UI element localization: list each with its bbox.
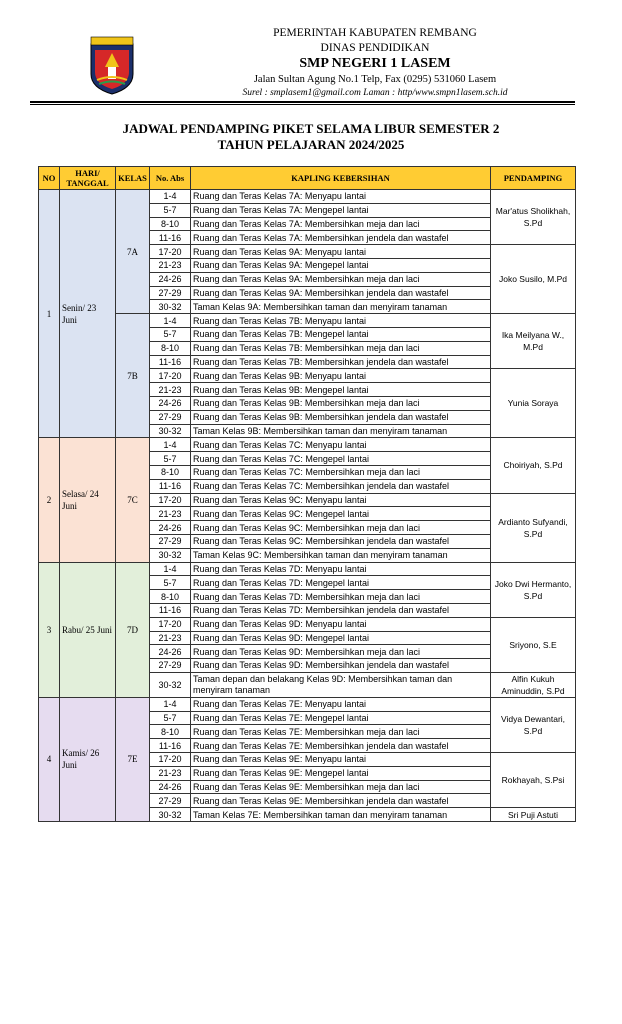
kapling-cell: Taman Kelas 9A: Membersihkan taman dan menyiram tanaman (191, 300, 491, 314)
no-abs-cell: 21-23 (150, 258, 191, 272)
schedule-table (38, 166, 576, 822)
pendamping-cell: Joko Susilo, M.Pd (491, 245, 576, 314)
kapling-cell: Ruang dan Teras Kelas 7C: Menyapu lantai (191, 438, 491, 452)
kapling-cell: Ruang dan Teras Kelas 9B: Mengepel lantai (191, 383, 491, 397)
kapling-cell: Ruang dan Teras Kelas 9D: Menyapu lantai (191, 617, 491, 631)
no-abs-cell: 21-23 (150, 507, 191, 521)
kelas-cell: 7D (116, 562, 150, 697)
no-abs-cell: 17-20 (150, 369, 191, 383)
kapling-cell: Ruang dan Teras Kelas 9E: Membersihkan meja dan laci (191, 780, 491, 794)
kapling-cell: Taman Kelas 7E: Membersihkan taman dan menyiram tanaman (191, 808, 491, 822)
table-row (39, 314, 576, 328)
kapling-cell: Ruang dan Teras Kelas 9C: Membersihkan meja dan laci (191, 521, 491, 535)
kapling-cell: Ruang dan Teras Kelas 9E: Mengepel lantai (191, 766, 491, 780)
no-abs-cell: 21-23 (150, 631, 191, 645)
kabupaten-rembang-logo (87, 34, 137, 96)
pendamping-cell: Choiriyah, S.Pd (491, 438, 576, 493)
no-abs-cell: 5-7 (150, 452, 191, 466)
no-abs-cell: 27-29 (150, 659, 191, 673)
kapling-cell: Ruang dan Teras Kelas 7E: Membersihkan meja dan laci (191, 725, 491, 739)
kapling-cell: Ruang dan Teras Kelas 9A: Mengepel lantai (191, 258, 491, 272)
kelas-cell: 7A (116, 190, 150, 314)
kapling-cell: Ruang dan Teras Kelas 7C: Membersihkan meja dan laci (191, 465, 491, 479)
kapling-cell: Ruang dan Teras Kelas 9E: Membersihkan jendela dan wastafel (191, 794, 491, 808)
pendamping-cell: Sri Puji Astuti (491, 808, 576, 822)
kapling-cell: Ruang dan Teras Kelas 7E: Menyapu lantai (191, 697, 491, 711)
no-abs-cell: 24-26 (150, 272, 191, 286)
document-subtitle: TAHUN PELAJARAN 2024/2025 (217, 137, 405, 152)
no-abs-cell: 1-4 (150, 438, 191, 452)
header-kelas: KELAS (116, 167, 150, 190)
no-abs-cell: 30-32 (150, 424, 191, 438)
header-pendamping: PENDAMPING (491, 167, 576, 190)
kapling-cell: Ruang dan Teras Kelas 7C: Membersihkan jendela dan wastafel (191, 479, 491, 493)
pendamping-cell: Alfin Kukuh Aminuddin, S.Pd (491, 672, 576, 697)
kapling-cell: Ruang dan Teras Kelas 7A: Menyapu lantai (191, 190, 491, 204)
letterhead-contact: Surel : smplasem1@gmail.com Laman : http/www.smpn1lasem.sch.id (242, 88, 508, 98)
no-abs-cell: 17-20 (150, 245, 191, 259)
kapling-cell: Ruang dan Teras Kelas 7D: Menyapu lantai (191, 562, 491, 576)
no-abs-cell: 5-7 (150, 711, 191, 725)
no-abs-cell: 5-7 (150, 327, 191, 341)
kapling-cell: Ruang dan Teras Kelas 9A: Membersihkan meja dan laci (191, 272, 491, 286)
day-date: Kamis/ 26 Juni (60, 697, 116, 821)
kapling-cell: Ruang dan Teras Kelas 7A: Membersihkan jendela dan wastafel (191, 231, 491, 245)
kapling-cell: Ruang dan Teras Kelas 7D: Membersihkan jendela dan wastafel (191, 603, 491, 617)
kapling-cell: Ruang dan Teras Kelas 9B: Membersihkan jendela dan wastafel (191, 410, 491, 424)
no-abs-cell: 30-32 (150, 300, 191, 314)
table-row (39, 438, 576, 452)
kapling-cell: Taman depan dan belakang Kelas 9D: Membersihkan taman dan menyiram tanaman (191, 672, 491, 697)
day-date: Senin/ 23 Juni (60, 190, 116, 438)
no-abs-cell: 30-32 (150, 548, 191, 562)
pendamping-cell: Rokhayah, S.Psi (491, 753, 576, 808)
no-abs-cell: 24-26 (150, 645, 191, 659)
pendamping-cell: Joko Dwi Hermanto, S.Pd (491, 562, 576, 617)
pendamping-cell: Ika Meilyana W., M.Pd (491, 314, 576, 369)
pendamping-cell: Vidya Dewantari, S.Pd (491, 697, 576, 752)
kapling-cell: Ruang dan Teras Kelas 9A: Membersihkan jendela dan wastafel (191, 286, 491, 300)
day-number: 4 (39, 697, 60, 821)
kapling-cell: Ruang dan Teras Kelas 9B: Menyapu lantai (191, 369, 491, 383)
pendamping-cell: Ardianto Sufyandi, S.Pd (491, 493, 576, 562)
no-abs-cell: 21-23 (150, 766, 191, 780)
kapling-cell: Ruang dan Teras Kelas 9D: Mengepel lantai (191, 631, 491, 645)
no-abs-cell: 1-4 (150, 314, 191, 328)
day-number: 1 (39, 190, 60, 438)
no-abs-cell: 5-7 (150, 576, 191, 590)
no-abs-cell: 21-23 (150, 383, 191, 397)
kapling-cell: Ruang dan Teras Kelas 9C: Membersihkan jendela dan wastafel (191, 534, 491, 548)
letterhead-school: SMP NEGERI 1 LASEM (299, 56, 451, 71)
no-abs-cell: 30-32 (150, 672, 191, 697)
kapling-cell: Ruang dan Teras Kelas 7C: Mengepel lantai (191, 452, 491, 466)
kelas-cell: 7C (116, 438, 150, 562)
kapling-cell: Ruang dan Teras Kelas 9C: Menyapu lantai (191, 493, 491, 507)
kapling-cell: Ruang dan Teras Kelas 9A: Menyapu lantai (191, 245, 491, 259)
no-abs-cell: 11-16 (150, 479, 191, 493)
letterhead-rule-thin (30, 104, 575, 105)
day-date: Selasa/ 24 Juni (60, 438, 116, 562)
kapling-cell: Taman Kelas 9C: Membersihkan taman dan menyiram tanaman (191, 548, 491, 562)
header-hari-tanggal: HARI/ TANGGAL (60, 167, 116, 190)
no-abs-cell: 24-26 (150, 780, 191, 794)
no-abs-cell: 1-4 (150, 562, 191, 576)
no-abs-cell: 8-10 (150, 341, 191, 355)
no-abs-cell: 27-29 (150, 794, 191, 808)
kapling-cell: Ruang dan Teras Kelas 7E: Membersihkan jendela dan wastafel (191, 739, 491, 753)
no-abs-cell: 1-4 (150, 697, 191, 711)
no-abs-cell: 24-26 (150, 396, 191, 410)
no-abs-cell: 27-29 (150, 534, 191, 548)
pendamping-cell: Yunia Soraya (491, 369, 576, 438)
kapling-cell: Ruang dan Teras Kelas 7D: Mengepel lantai (191, 576, 491, 590)
no-abs-cell: 17-20 (150, 753, 191, 767)
no-abs-cell: 30-32 (150, 808, 191, 822)
header-no: NO (39, 167, 60, 190)
kapling-cell: Ruang dan Teras Kelas 7B: Membersihkan meja dan laci (191, 341, 491, 355)
kapling-cell: Ruang dan Teras Kelas 7B: Menyapu lantai (191, 314, 491, 328)
kapling-cell: Ruang dan Teras Kelas 9D: Membersihkan meja dan laci (191, 645, 491, 659)
no-abs-cell: 11-16 (150, 355, 191, 369)
kapling-cell: Ruang dan Teras Kelas 7A: Mengepel lantai (191, 203, 491, 217)
header-kapling-kebersihan: KAPLING KEBERSIHAN (191, 167, 491, 190)
day-number: 2 (39, 438, 60, 562)
no-abs-cell: 8-10 (150, 465, 191, 479)
letterhead-government: PEMERINTAH KABUPATEN REMBANG (273, 27, 477, 39)
no-abs-cell: 11-16 (150, 603, 191, 617)
no-abs-cell: 5-7 (150, 203, 191, 217)
no-abs-cell: 1-4 (150, 190, 191, 204)
kapling-cell: Ruang dan Teras Kelas 7E: Mengepel lantai (191, 711, 491, 725)
letterhead-address: Jalan Sultan Agung No.1 Telp, Fax (0295) 531060 Lasem (253, 74, 497, 85)
kapling-cell: Ruang dan Teras Kelas 7D: Membersihkan meja dan laci (191, 590, 491, 604)
document-title: JADWAL PENDAMPING PIKET SELAMA LIBUR SEMESTER 2 (122, 121, 500, 136)
no-abs-cell: 8-10 (150, 725, 191, 739)
no-abs-cell: 27-29 (150, 286, 191, 300)
kapling-cell: Ruang dan Teras Kelas 7A: Membersihkan meja dan laci (191, 217, 491, 231)
kapling-cell: Ruang dan Teras Kelas 9E: Menyapu lantai (191, 753, 491, 767)
kapling-cell: Taman Kelas 9B: Membersihkan taman dan menyiram tanaman (191, 424, 491, 438)
no-abs-cell: 11-16 (150, 739, 191, 753)
kapling-cell: Ruang dan Teras Kelas 9C: Mengepel lantai (191, 507, 491, 521)
no-abs-cell: 27-29 (150, 410, 191, 424)
letterhead-rule (30, 101, 575, 103)
day-date: Rabu/ 25 Juni (60, 562, 116, 697)
no-abs-cell: 17-20 (150, 493, 191, 507)
no-abs-cell: 17-20 (150, 617, 191, 631)
table-row (39, 697, 576, 711)
day-number: 3 (39, 562, 60, 697)
no-abs-cell: 8-10 (150, 217, 191, 231)
kapling-cell: Ruang dan Teras Kelas 7B: Mengepel lantai (191, 327, 491, 341)
no-abs-cell: 11-16 (150, 231, 191, 245)
pendamping-cell: Mar'atus Sholikhah, S.Pd (491, 190, 576, 245)
kapling-cell: Ruang dan Teras Kelas 9B: Membersihkan meja dan laci (191, 396, 491, 410)
pendamping-cell: Sriyono, S.E (491, 617, 576, 672)
table-body (39, 190, 576, 822)
header-no-abs: No. Abs (150, 167, 191, 190)
no-abs-cell: 24-26 (150, 521, 191, 535)
no-abs-cell: 8-10 (150, 590, 191, 604)
kelas-cell: 7B (116, 314, 150, 438)
kelas-cell: 7E (116, 697, 150, 821)
table-row (39, 562, 576, 576)
kapling-cell: Ruang dan Teras Kelas 7B: Membersihkan jendela dan wastafel (191, 355, 491, 369)
letterhead-department: DINAS PENDIDIKAN (320, 42, 430, 54)
table-header-row (39, 167, 576, 190)
kapling-cell: Ruang dan Teras Kelas 9D: Membersihkan jendela dan wastafel (191, 659, 491, 673)
table-row (39, 190, 576, 204)
